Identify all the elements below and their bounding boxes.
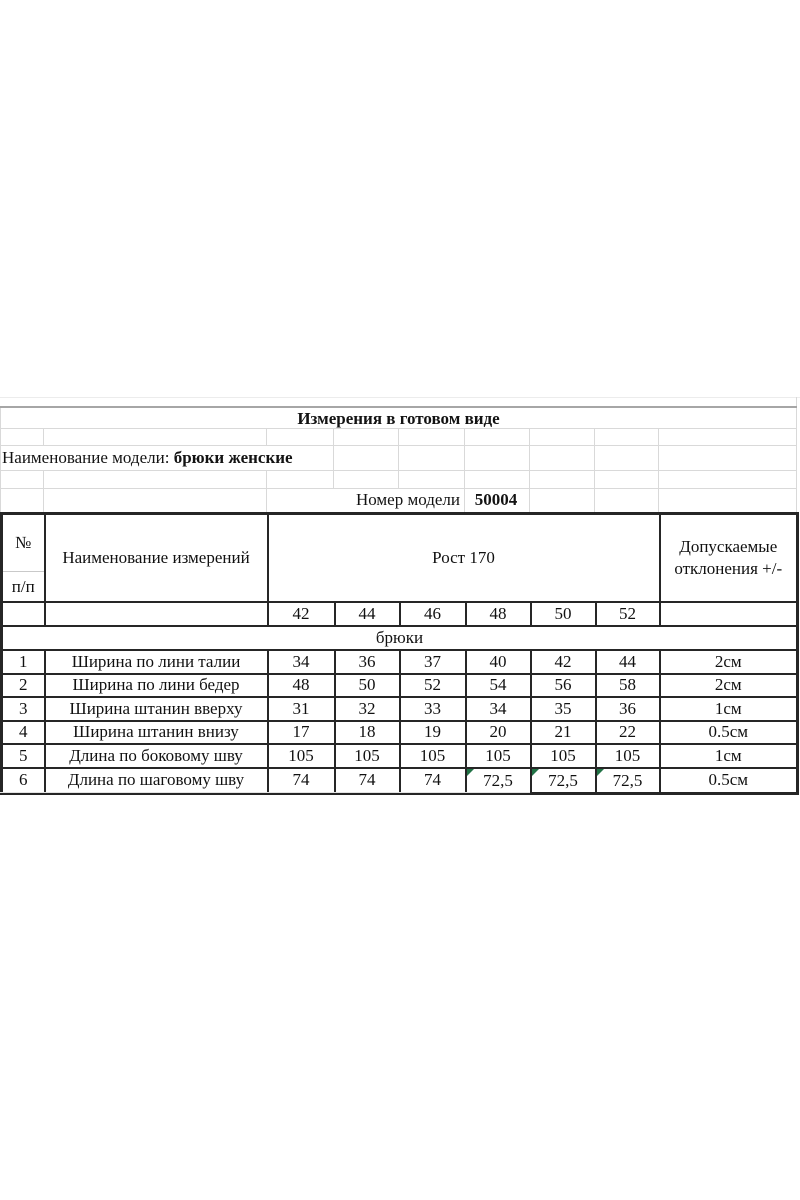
measurement-label[interactable]: Ширина по лини бедер — [45, 674, 268, 698]
size-header[interactable]: 44 — [335, 602, 400, 626]
value-text: 72,5 — [483, 770, 513, 790]
measurement-label[interactable]: Ширина по лини талии — [45, 650, 268, 674]
value-cell[interactable]: 44 — [596, 650, 660, 674]
col-header-height-group[interactable]: Рост 170 — [268, 514, 660, 603]
size-header[interactable]: 42 — [268, 602, 335, 626]
value-cell[interactable]: 105 — [400, 744, 466, 768]
cell-error-indicator-icon — [532, 769, 539, 776]
col-header-num-cell[interactable] — [2, 514, 45, 603]
gridline-tick — [594, 470, 595, 488]
measurement-label[interactable]: Длина по шаговому шву — [45, 768, 268, 794]
value-cell[interactable]: 74 — [268, 768, 335, 794]
group-label-cell[interactable]: брюки — [2, 626, 798, 650]
gridline-tick — [266, 428, 267, 445]
value-cell[interactable]: 20 — [466, 721, 531, 745]
sheet-title: Измерения в готовом виде — [297, 409, 500, 428]
value-cell[interactable]: 31 — [268, 697, 335, 721]
table-header-row — [2, 514, 798, 603]
value-cell[interactable]: 56 — [531, 674, 596, 698]
gridline-tick — [266, 470, 267, 488]
value-cell[interactable]: 50 — [335, 674, 400, 698]
gridline-tick — [529, 446, 530, 470]
gridline-tick — [43, 428, 44, 445]
gridline-tick — [658, 446, 659, 470]
gridline-tick — [333, 446, 334, 470]
value-cell[interactable] — [596, 768, 660, 794]
value-cell[interactable]: 21 — [531, 721, 596, 745]
size-header[interactable]: 46 — [400, 602, 466, 626]
value-cell[interactable]: 74 — [335, 768, 400, 794]
gridline-tick — [658, 470, 659, 488]
gridline-tick — [464, 428, 465, 445]
tolerance-cell[interactable]: 0.5см — [660, 721, 798, 745]
row-number[interactable]: 2 — [2, 674, 45, 698]
tolerance-cell[interactable]: 1см — [660, 744, 798, 768]
model-number-value-cell[interactable] — [464, 488, 528, 512]
col-header-name[interactable]: Наименование измерений — [45, 514, 268, 603]
tolerance-header-line1: Допускаемые — [679, 537, 778, 556]
tolerance-header-line2: отклонения +/- — [674, 559, 783, 578]
value-cell[interactable]: 35 — [531, 697, 596, 721]
value-cell[interactable]: 54 — [466, 674, 531, 698]
gridline-tick — [333, 428, 334, 445]
value-cell[interactable]: 58 — [596, 674, 660, 698]
table-row — [2, 697, 798, 721]
row-number[interactable]: 3 — [2, 697, 45, 721]
gridline-tick — [266, 488, 267, 512]
gridline-tick — [333, 470, 334, 488]
table-row — [2, 721, 798, 745]
size-header[interactable]: 48 — [466, 602, 531, 626]
value-cell[interactable]: 33 — [400, 697, 466, 721]
size-header[interactable]: 52 — [596, 602, 660, 626]
gridline-tick — [529, 428, 530, 445]
table-row — [2, 768, 798, 794]
gridline-tick — [464, 488, 465, 512]
table-row — [2, 674, 798, 698]
gridline-tick — [43, 488, 44, 512]
gridline-tick — [398, 446, 399, 470]
value-cell[interactable]: 42 — [531, 650, 596, 674]
row-number[interactable]: 1 — [2, 650, 45, 674]
col-header-num2: п/п — [11, 576, 35, 596]
gridline-tick — [594, 488, 595, 512]
cell-error-indicator-icon — [467, 769, 474, 776]
gridline-tick — [398, 428, 399, 445]
measurement-label[interactable]: Ширина штанин вверху — [45, 697, 268, 721]
row-number[interactable]: 6 — [2, 768, 45, 794]
gridline-tick — [43, 470, 44, 488]
sizes-row — [2, 602, 798, 626]
value-cell[interactable]: 34 — [268, 650, 335, 674]
table-row — [2, 744, 798, 768]
gridline-tick — [594, 428, 595, 445]
row-number[interactable]: 5 — [2, 744, 45, 768]
value-cell[interactable] — [466, 768, 531, 794]
measurement-label[interactable]: Длина по боковому шву — [45, 744, 268, 768]
value-cell[interactable]: 32 — [335, 697, 400, 721]
model-number-value: 50004 — [474, 490, 518, 509]
tolerance-cell[interactable]: 1см — [660, 697, 798, 721]
value-cell[interactable]: 105 — [466, 744, 531, 768]
model-name-cell[interactable] — [0, 446, 799, 470]
value-cell[interactable]: 105 — [268, 744, 335, 768]
value-cell[interactable]: 105 — [531, 744, 596, 768]
empty-cell[interactable] — [45, 602, 268, 626]
measurements-table — [0, 512, 799, 795]
model-name-value: брюки женские — [173, 448, 293, 467]
model-name-label: Наименование модели: — [2, 448, 170, 467]
model-number-label-cell[interactable] — [0, 488, 460, 512]
value-cell[interactable]: 37 — [400, 650, 466, 674]
gridline-tick — [529, 488, 530, 512]
empty-cell[interactable] — [2, 602, 45, 626]
value-cell[interactable]: 22 — [596, 721, 660, 745]
col-header-num: № — [3, 515, 44, 572]
gridline-tick — [658, 488, 659, 512]
gridline — [0, 488, 797, 489]
sheet-title-cell[interactable] — [0, 406, 797, 430]
gridline-tick — [464, 446, 465, 470]
value-cell[interactable]: 36 — [596, 697, 660, 721]
value-cell[interactable]: 17 — [268, 721, 335, 745]
value-cell[interactable]: 52 — [400, 674, 466, 698]
value-text: 72,5 — [548, 770, 578, 790]
gridline-tick — [398, 470, 399, 488]
value-cell[interactable]: 74 — [400, 768, 466, 794]
gridline-tick — [464, 470, 465, 488]
value-cell[interactable]: 34 — [466, 697, 531, 721]
value-cell[interactable]: 18 — [335, 721, 400, 745]
empty-cell[interactable] — [660, 602, 798, 626]
measurement-label[interactable]: Ширина штанин внизу — [45, 721, 268, 745]
value-cell[interactable]: 36 — [335, 650, 400, 674]
value-text: 72,5 — [612, 770, 643, 790]
value-cell[interactable] — [531, 768, 596, 794]
value-cell[interactable]: 40 — [466, 650, 531, 674]
size-header[interactable]: 50 — [531, 602, 596, 626]
col-header-tolerance[interactable] — [660, 514, 798, 603]
row-number[interactable]: 4 — [2, 721, 45, 745]
gridline-tick — [529, 470, 530, 488]
model-number-label: Номер модели — [355, 490, 460, 509]
group-row — [2, 626, 798, 650]
value-cell[interactable]: 48 — [268, 674, 335, 698]
cell-error-indicator-icon — [597, 769, 604, 776]
value-cell[interactable]: 105 — [335, 744, 400, 768]
gridline — [0, 792, 530, 793]
tolerance-cell[interactable]: 2см — [660, 650, 798, 674]
gridline-tick — [658, 428, 659, 445]
table-row — [2, 650, 798, 674]
tolerance-cell[interactable]: 2см — [660, 674, 798, 698]
gridline — [0, 397, 800, 398]
value-cell[interactable]: 105 — [596, 744, 660, 768]
tolerance-cell[interactable]: 0.5см — [660, 768, 798, 794]
gridline-tick — [594, 446, 595, 470]
value-cell[interactable]: 19 — [400, 721, 466, 745]
